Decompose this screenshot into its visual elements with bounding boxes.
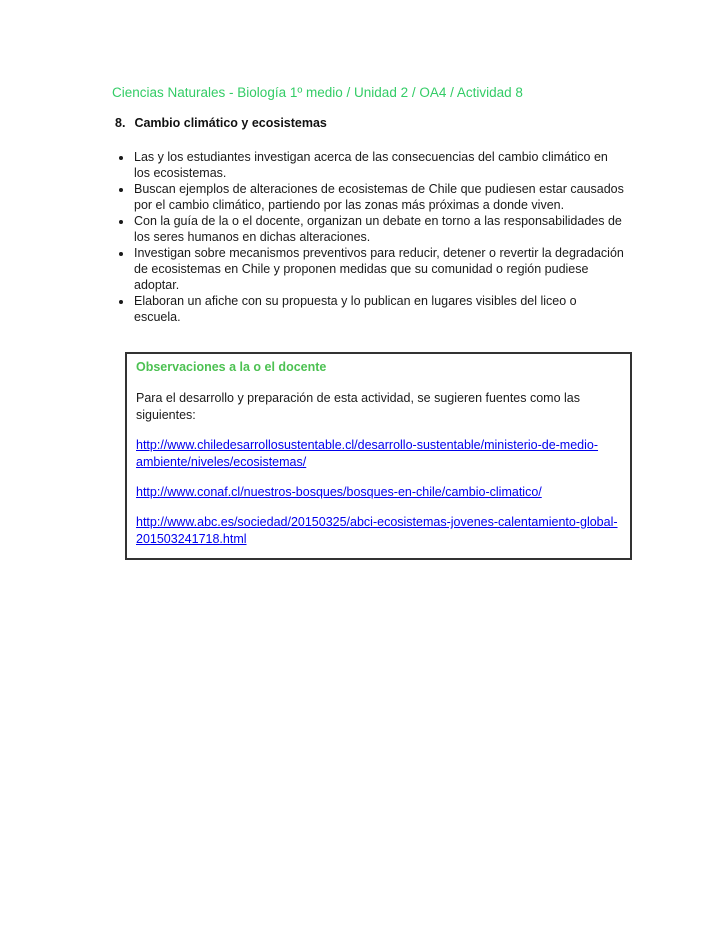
link-conaf[interactable]: http://www.conaf.cl/nuestros-bosques/bosques-en-chile/cambio-climatico/: [136, 485, 542, 499]
list-item: • Elaboran un afiche con su propuesta y lo publican en lugares visibles del liceo o escuela.: [133, 293, 624, 325]
list-item: • Investigan sobre mecanismos preventivos para reducir, detener o revertir la degradación de ecosistemas en Chile y proponen medidas que su comunidad o región pudiese adoptar.: [133, 245, 624, 293]
activity-number: 8.: [115, 116, 126, 130]
link-chiledesarrollosustentable[interactable]: http://www.chiledesarrollosustentable.cl/desarrollo-sustentable/ministerio-de-medio-ambiente/niveles/ecosistemas/: [136, 438, 599, 469]
list-item: • Con la guía de la o el docente, organizan un debate en torno a las responsabilidades de los seres humanos en dichas alteraciones.: [133, 213, 624, 245]
list-item: • Buscan ejemplos de alteraciones de ecosistemas de Chile que pudiesen estar causados por el cambio climático, partiendo por las zonas más próximas a donde viven.: [133, 181, 624, 213]
observations-title: Observaciones a la o el docente: [136, 360, 327, 374]
teacher-observations-box: [125, 352, 632, 560]
activity-title-text: Cambio climático y ecosistemas: [134, 116, 327, 130]
link-abc-sociedad[interactable]: http://www.abc.es/sociedad/20150325/abci-ecosistemas-jovenes-calentamiento-global-201503241718.html: [136, 515, 618, 546]
activity-steps-list: [112, 149, 624, 325]
observations-intro: Para el desarrollo y preparación de esta actividad, se sugieren fuentes como las siguientes:: [136, 391, 581, 422]
activity-heading: [115, 116, 624, 131]
list-item: • Las y los estudiantes investigan acerca de las consecuencias del cambio climático en los ecosistemas.: [133, 149, 624, 181]
breadcrumb: Ciencias Naturales - Biología 1º medio / Unidad 2 / OA4 / Actividad 8: [112, 85, 523, 100]
